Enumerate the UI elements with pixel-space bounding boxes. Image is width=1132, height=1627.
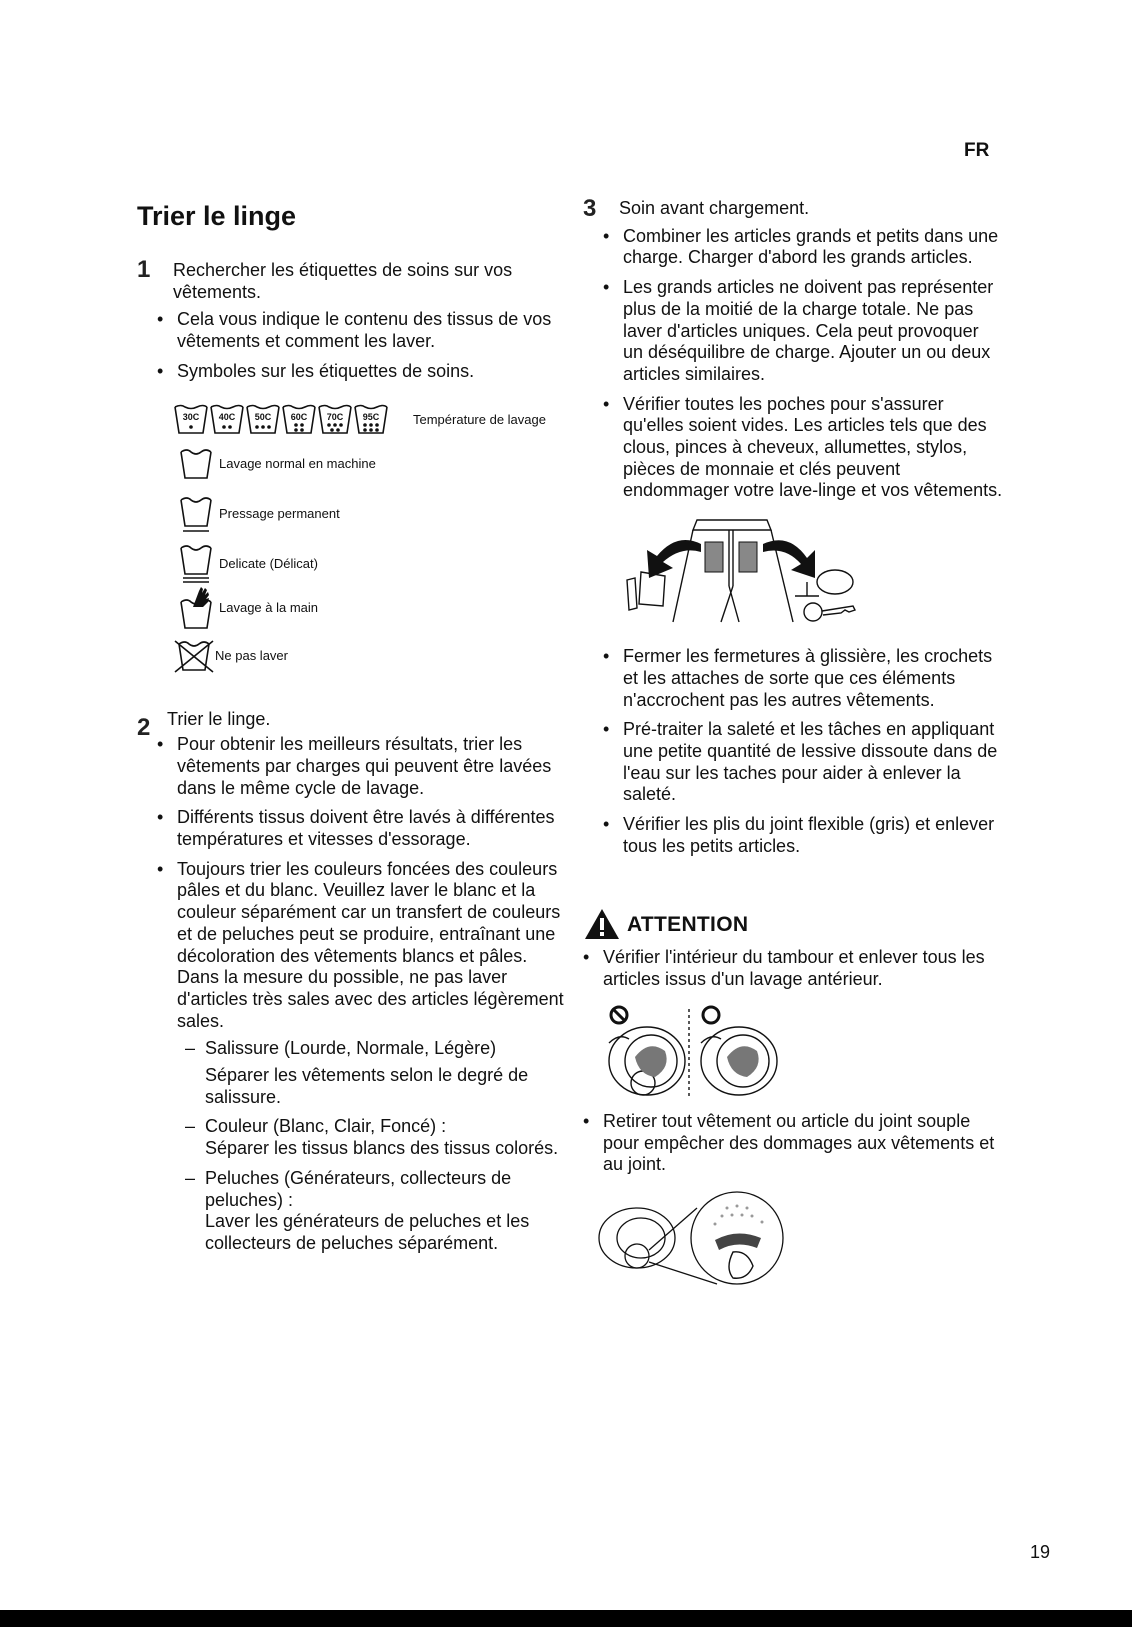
list-item: • Combiner les articles grands et petits dans une charge. Charger d'abord les grands articles.	[603, 226, 1003, 269]
list-item: • Vérifier les plis du joint flexible (gris) et enlever tous les petits articles.	[603, 814, 1003, 857]
symbol-label: Lavage normal en machine	[219, 455, 376, 471]
step-number-2: 2	[137, 713, 151, 741]
attention-header	[583, 907, 1003, 941]
criteria-detail: Séparer les vêtements selon le degré de salissure.	[205, 1065, 529, 1107]
temperature-symbols	[173, 403, 389, 437]
list-item: • Les grands articles ne doivent pas représenter plus de la moitié de la charge totale. Ne pas laver d'articles uniques. Cela peut provoquer un déséquilibre de charge. Ajouter un ou deux articles similaires.	[603, 277, 1003, 386]
step-1	[137, 256, 567, 303]
machine-wash-icon	[179, 447, 213, 481]
section-title: Trier le linge	[137, 201, 297, 231]
symbol-label: Ne pas laver	[215, 647, 288, 663]
step-3-more-bullets	[583, 646, 1003, 857]
do-not-wash-icon	[173, 639, 215, 673]
list-item: • Fermer les fermetures à glissière, les crochets et les attaches de sorte que ces éléments n'accrochent pas les autres vêtements.	[603, 646, 1003, 711]
step-1-text: Rechercher les étiquettes de soins sur vos vêtements.	[173, 260, 513, 302]
step-3-bullets	[583, 226, 1003, 502]
gasket-check-illustration	[597, 1188, 787, 1288]
symbol-delicate	[179, 543, 318, 585]
sorting-criteria	[177, 1038, 567, 1254]
symbol-machine-wash	[179, 447, 376, 481]
temp-40: 40C	[218, 411, 236, 422]
list-item: • Vérifier toutes les poches pour s'assurer qu'elles soient vides. Les articles tels que des clous, pinces à cheveux, allumettes, stylos, pièces de monnaie et clés peuvent endommager votre lave-linge et vos vêtements.	[603, 394, 1003, 503]
attention-bullets	[583, 947, 1003, 990]
list-item	[185, 1116, 567, 1159]
criteria-head: Peluches (Générateurs, collecteurs de peluches) :	[205, 1167, 512, 1210]
criteria-detail: Séparer les tissus blancs des tissus colorés.	[205, 1138, 559, 1159]
page-bottom-bar	[0, 1610, 1132, 1627]
symbol-label: Delicate (Délicat)	[219, 555, 318, 571]
language-label: FR	[964, 140, 990, 161]
list-item: • Pré-traiter la saleté et les tâches en appliquant une petite quantité de lessive dissoute dans de l'eau sur les taches pour aider à enlever la saleté.	[603, 719, 1003, 806]
symbol-do-not-wash	[173, 639, 288, 673]
hand-wash-icon	[179, 585, 213, 631]
list-item-text: Toujours trier les couleurs foncées des couleurs pâles et du blanc. Veuillez laver le blanc et la couleur séparément car un transfert de couleurs et de peluches peut se produire, entraînant une décoloration des vêtements blancs et pâles. Dans la mesure du possible, ne pas laver d'articles très sales avec des articles légèrement sales.	[177, 858, 564, 1031]
list-item: • Cela vous indique le contenu des tissus de vos vêtements et comment les laver.	[157, 309, 567, 352]
list-item: • Retirer tout vêtement ou article du joint souple pour empêcher des dommages aux vêtements et au joint.	[583, 1111, 1003, 1176]
right-column	[583, 195, 1003, 1288]
left-column	[137, 200, 567, 1263]
step-number-3: 3	[583, 195, 597, 222]
attention-title: ATTENTION	[627, 912, 749, 936]
criteria-head: Salissure (Lourde, Normale, Légère)	[205, 1038, 497, 1059]
wash-temperature-icons	[173, 403, 389, 437]
list-item	[185, 1168, 567, 1255]
step-2-text: Trier le linge.	[167, 708, 271, 729]
list-item: • Symboles sur les étiquettes de soins.	[157, 361, 567, 383]
care-symbols	[173, 403, 567, 663]
symbol-hand-wash	[179, 585, 318, 631]
page-number: 19	[1030, 1542, 1051, 1562]
criteria-head: Couleur (Blanc, Clair, Foncé) :	[205, 1116, 447, 1137]
step-1-bullets	[137, 309, 567, 382]
temp-70: 70C	[326, 411, 344, 422]
symbol-label: Pressage permanent	[219, 505, 340, 521]
step-2-bullets	[137, 734, 567, 1254]
delicate-icon	[179, 543, 213, 585]
temperature-label: Température de lavage	[413, 411, 546, 427]
step-number-1: 1	[137, 256, 151, 283]
permanent-press-icon	[179, 495, 213, 533]
attention-bullets-2	[583, 1111, 1003, 1176]
list-item	[157, 859, 567, 1255]
temp-95: 95C	[362, 411, 380, 422]
step-2	[137, 708, 567, 741]
list-item: • Vérifier l'intérieur du tambour et enlever tous les articles issus d'un lavage antérieur.	[583, 947, 1003, 990]
list-item: • Différents tissus doivent être lavés à différentes températures et vitesses d'essorage.	[157, 807, 567, 850]
drum-check-illustration	[599, 1003, 779, 1099]
list-item	[185, 1038, 567, 1108]
step-3-text: Soin avant chargement.	[619, 198, 810, 218]
step-3	[583, 195, 1003, 222]
criteria-detail: Laver les générateurs de peluches et les collecteurs de peluches séparément.	[205, 1211, 530, 1253]
symbol-permanent-press	[179, 495, 340, 533]
temp-60: 60C	[290, 411, 308, 422]
list-item: • Pour obtenir les meilleurs résultats, trier les vêtements par charges qui peuvent être lavées dans le même cycle de lavage.	[157, 734, 567, 799]
warning-icon	[583, 907, 621, 941]
symbol-label: Lavage à la main	[219, 599, 319, 615]
temp-30: 30C	[182, 411, 200, 422]
temp-50: 50C	[254, 411, 272, 422]
pockets-illustration	[617, 516, 857, 628]
